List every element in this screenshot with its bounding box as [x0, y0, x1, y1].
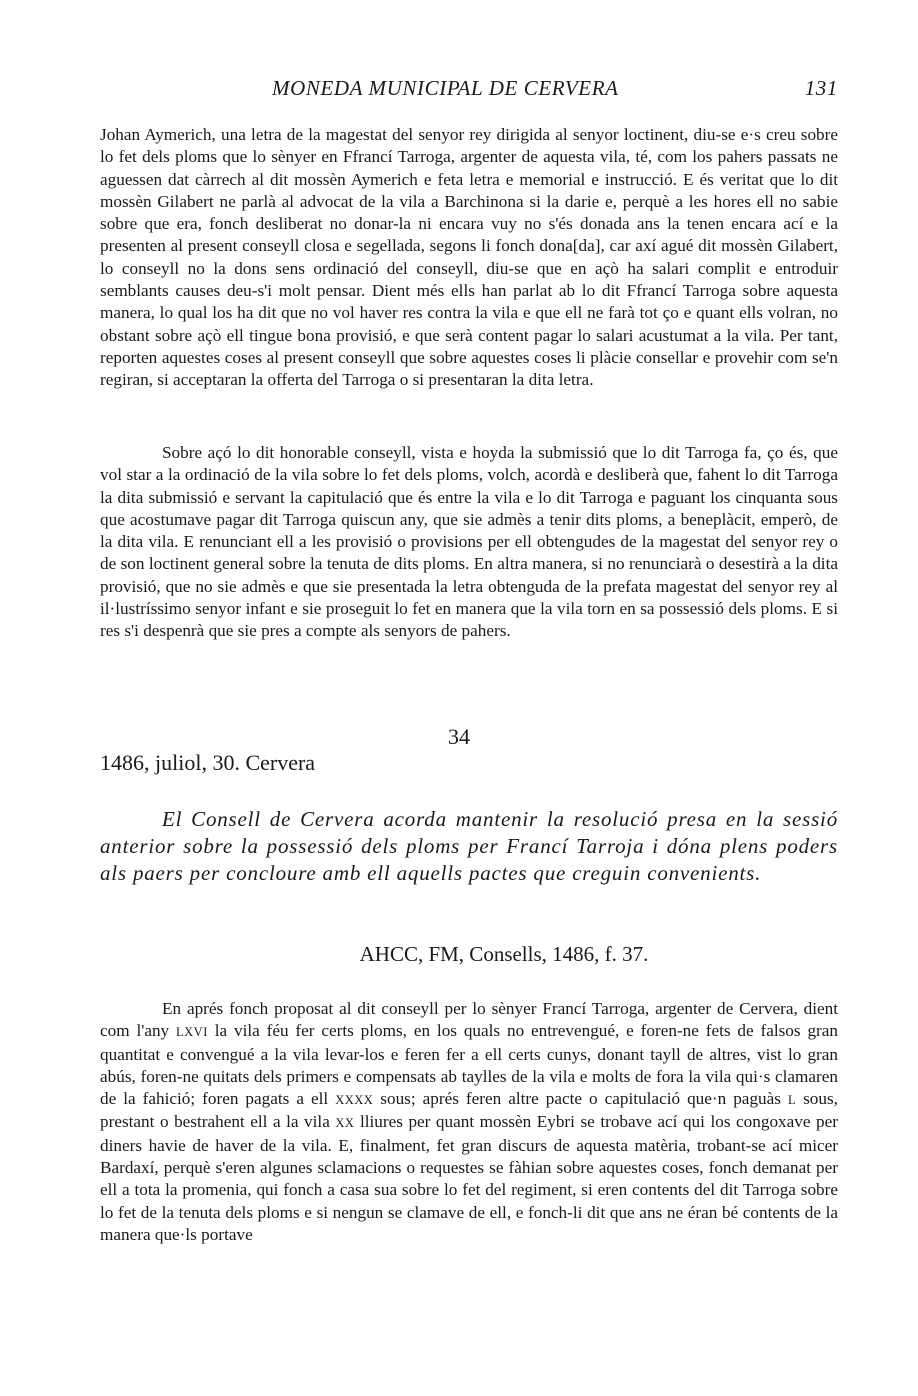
roman-numeral: L: [787, 1093, 797, 1108]
document-date-place: 1486, juliol, 30. Cervera: [100, 750, 316, 775]
roman-numeral: XXXX: [335, 1093, 374, 1108]
archival-source: AHCC, FM, Consells, 1486, f. 37.: [359, 942, 649, 966]
paragraph-transcription: [100, 998, 838, 1246]
paragraph-resolution: Sobre açó lo dit honorable conseyll, vista e hoyda la submissió que lo dit Tarroga fa, ço és, que vol star a la ordinació de la vila sobre lo fet dels ploms, volch, acordà e desliberà que, fahent lo dit Tarroga la dita submissió e servant la capitulació que és entre la vila e lo dit Tarroga e paguant los cinquanta sous que acostumave pagar dit Tarroga quiscun any, que sie admès a tenir dits ploms, a beneplàcit, emperò, de la dita vila. E renunciant ell a les provisió o provisions per ell obtengudes de la magestat del senyor rey o de son loctinent general sobre la tenuta de dits ploms. En altra manera, si no renunciarà o desestirà a la dita provisió, que no sie admès e que sie presentada la letra obtenguda de la prefata magestat del senyor rey al il·lustríssimo senyor infant e sie proseguit lo fet en manera que la vila torn en sa possessió dels ploms. E si res s'i despenrà que sie pres a compte als senyors de pahers.: [100, 443, 838, 641]
roman-numeral: LXVI: [176, 1025, 208, 1040]
paragraph-continued: Johan Aymerich, una letra de la magestat del senyor rey dirigida al senyor loctinent, diu-se e·s creu sobre lo fet dels ploms que lo sènyer en Ffrancí Tarroga, argenter de aquesta vila, té, com los pahers passats ne aguessen dat càrrech al dit mossèn Aymerich e feta letra e memorial e instrucció. E és veritat que lo dit mossèn Gilabert ne parlà al advocat de la vila a Barchinona si la darie e, perquè a les hores ell no sabie sobre que era, fonch desliberat no donar-la ni encara vuy no s'és donada ans la tenen encara ací e la presenten al present conseyll closa e segellada, segons li fonch dona[da], car axí agué dit mossèn Gilabert, lo conseyll no la dons sens ordinació del conseyll, diu-se que en açò ha salari complit e entroduir semblants causes deu-s'i molt pensar. Dient més ells han parlat ab lo dit Ffrancí Tarroga sobre aquesta manera, lo qual los ha dit que no vol haver res contra la vila e que ell ne farà tot ço e quant ells volran, no obstant sobre açò ell tingue bona provisió, e que serà content pagar lo salari acustumat a la vila. Per tant, reporten aquestes coses al present conseyll que sobre aquestes coses li plàcie consellar e provehir com se'n regiran, si acceptaran la offerta del Tarroga o si presentaran la dita letra.: [100, 125, 838, 390]
text-segment: sous; aprés feren altre pacte o capitulació que·n paguàs: [373, 1089, 788, 1109]
document-summary: El Consell de Cervera acorda mantenir la resolució presa en la sessió anterior sobre la possessió dels ploms per Francí Tarroja i dóna plens poders als paers per concloure amb ell aquells pactes que creguin convenients.: [100, 807, 838, 885]
roman-numeral: XX: [335, 1116, 355, 1131]
text-segment: En aprés fonch proposat al dit conseyll per lo sènyer Francí Tarroga, argenter de Cervera, dient com l'any: [100, 999, 838, 1041]
running-title: MONEDA MUNICIPAL DE CERVERA: [272, 76, 619, 100]
page-number: 131: [804, 76, 838, 100]
text-segment: lliures per quant mossèn Eybri se trobave ací qui los congoxave per diners havie de haver de la vila. E, finalment, fet gran discurs de aquesta matèria, trobant-se ací micer Bardaxí, perquè s'eren algunes sclamacions o requestes se fàhian sobre aquestes coses, fonch demanat per ell a tota la promenia, qui fonch a casa sua sobre lo fet del regiment, si eren contents del dit Tarroga sobre lo fet de la tenuta dels ploms e si nengun se clamave de ell, e fonch-li dit que ans ne éran bé contents de la manera que·ls portave: [100, 1112, 838, 1244]
running-header: [100, 76, 838, 104]
text-segment: la vila féu fer certs ploms, en los quals no entrevengué, e foren-ne fets de falsos gran quantitat e convengué a la vila levar-los e feren fer a ell certs cunys, donant tayll de altres, vist lo gran abús, foren-ne quitats dels primers e compensats ab taylles de la vila e molts de fora la vila qui·s clamaren de la fahició; foren pagats a ell: [100, 1021, 838, 1109]
text-segment: sous, prestant o bestrahent ell a la vila: [100, 1089, 838, 1132]
document-number: 34: [448, 724, 470, 749]
